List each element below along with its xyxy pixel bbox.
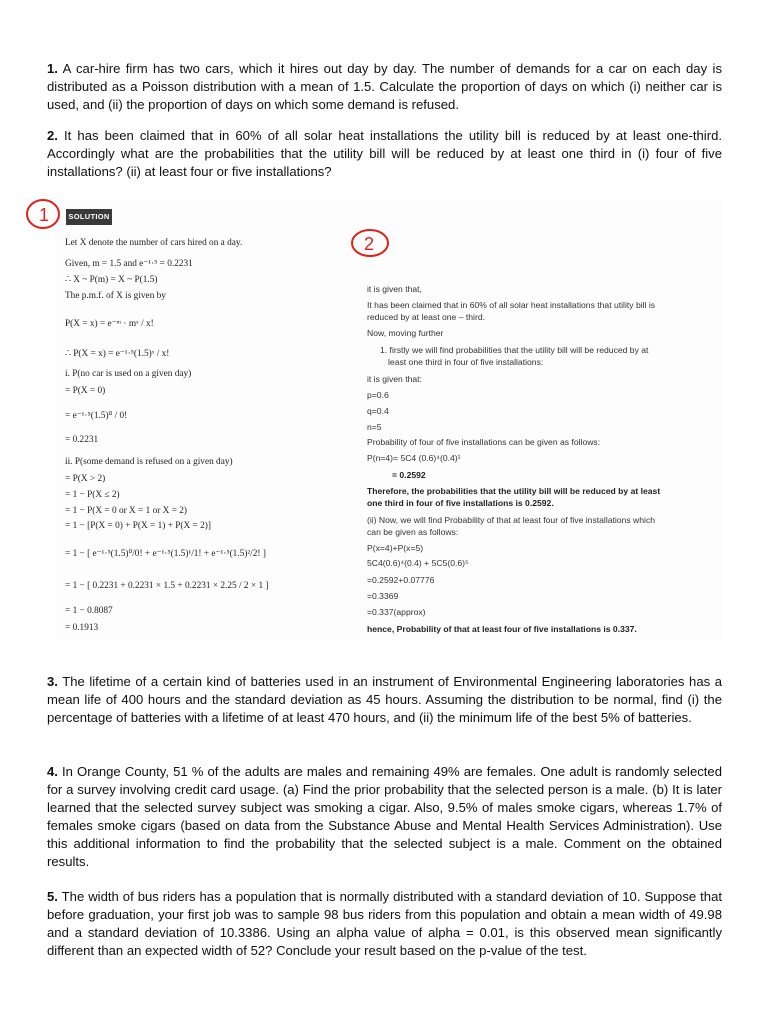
solution-line: i. P(no car is used on a given day) [65,369,192,379]
solution-conclusion: hence, Probability of that at least four of five installations is 0.337. [367,624,637,634]
question-text: In Orange County, 51 % of the adults are males and remaining 49% are females. One adult is randomly selected for a survey involving credit card usage. (a) Find the prior probability that the selected person is a male. (b) It is later learned that the selected survey subject was smoking a cigar. Also, 9.5% of males smoke cigars, whereas 1.7% of females smoke cigars (based on data from the Substance Abuse and Mental Health Services Administration). Use this additional information to find the probability that the selected subject is a male. Comment on the obtained results. [47,764,722,869]
annotation-label-1: 1 [39,205,50,225]
solution-line: p=0.6 [367,390,389,400]
solution-result: = 0.2592 [392,470,426,480]
question-text: A car-hire firm has two cars, which it hires out day by day. The number of demands for a car on each day is distributed as a Poisson distribution with a mean of 1.5. Calculate the proportion of days on which (i) neither car is used, and (ii) the proportion of days on which some demand is refused. [47,61,722,112]
solution-line: = 0.1913 [65,623,99,633]
annotation-circle-2 [348,226,392,262]
question-number: 5. [47,889,58,904]
question-4 [47,763,722,871]
question-number: 4. [47,764,58,779]
solution-line: = 1 − P(X ≤ 2) [65,490,120,500]
solution-line: q=0.4 [367,406,389,416]
solution-line: The p.m.f. of X is given by [65,291,166,301]
solution-line: (ii) Now, we will find Probability of that at least four of five installations which [367,515,656,525]
solution-line: =0.3369 [367,591,399,601]
question-text: The lifetime of a certain kind of batteries used in an instrument of Environmental Engineering laboratories has a mean life of 400 hours and the standard deviation as 45 hours. Assuming the distribution to be normal, find (i) the percentage of batteries with a lifetime of at least 470 hours, and (ii) the minimum life of the best 5% of batteries. [47,674,722,725]
solution-line: Given, m = 1.5 and e⁻¹·⁵ = 0.2231 [65,259,193,269]
solution-line: ∴ X ~ P(m) = X ~ P(1.5) [65,275,158,285]
solution-line: = 1 − 0.8087 [65,606,113,616]
solution-formula: P(X = x) = e⁻ᵐ · mˣ / x! [65,319,154,329]
solution-line: Probability of four of five installations can be given as follows: [367,437,601,447]
solution-line: 1. firstly we will find probabilities that the utility bill will be reduced by at [380,345,649,355]
solution-line: =0.337(approx) [367,607,426,617]
solution-line: P(x=4)+P(x=5) [367,543,424,553]
solution-line: Let X denote the number of cars hired on a day. [65,238,243,248]
solution-line: = 1 − [P(X = 0) + P(X = 1) + P(X = 2)] [65,521,211,531]
annotation-circle-1 [24,197,64,233]
solution-formula: ∴ P(X = x) = e⁻¹·⁵(1.5)ˣ / x! [65,349,170,359]
solution-line: = 1 − P(X = 0 or X = 1 or X = 2) [65,506,188,516]
solution-line: n=5 [367,422,382,432]
solution-line: = P(X > 2) [65,474,106,484]
question-number: 1. [47,61,58,76]
solution-line: = 0.2231 [65,435,99,445]
solution-line: least one third in four of five installations: [388,357,544,367]
question-5 [47,888,722,960]
question-number: 3. [47,674,58,689]
solution-line: it is given that: [367,374,422,384]
solution-badge: SOLUTION [66,209,112,225]
solution-line: =0.2592+0.07776 [367,575,435,585]
solution-line: = P(X = 0) [65,386,106,396]
solution-formula: 5C4(0.6)⁴(0.4) + 5C5(0.6)⁵ [367,558,469,568]
solution-line: it is given that, [367,284,422,294]
question-1 [47,60,722,114]
solution-formula: = 1 − [ 0.2231 + 0.2231 × 1.5 + 0.2231 × 2.25 / 2 × 1 ] [65,581,269,591]
question-text: The width of bus riders has a population that is normally distributed with a standard deviation of 10. Suppose that before graduation, your first job was to sample 98 bus riders from this population and obtain a mean width of 49.98 and a standard deviation of 10.3386. Using an alpha value of alpha = 0.01, is this observed mean significantly different than an expected width of 52? Conclude your result based on the p-value of the test. [47,889,722,958]
solution-line: one third in four of five installations is 0.2592. [367,498,554,508]
question-2 [47,127,722,181]
solution-line: Therefore, the probabilities that the utility bill will be reduced by at least [367,486,661,496]
annotation-label-2: 2 [364,234,375,254]
solution-line: reduced by at least one – third. [367,312,486,322]
solution-line: ii. P(some demand is refused on a given day) [65,457,233,467]
solution-line: can be given as follows: [367,527,459,537]
solution-formula: P(n=4)= 5C4 (0.6)⁴(0.4)¹ [367,453,461,463]
solution-line: It has been claimed that in 60% of all solar heat installations that utility bill is [367,300,656,310]
question-text: It has been claimed that in 60% of all solar heat installations the utility bill is reduced by at least one-third. Accordingly what are the probabilities that the utility bill will be reduced by at least one third in (i) four of five installations? (ii) at least four or five installations? [47,128,722,179]
solution-line: Now, moving further [367,328,444,338]
question-3 [47,673,722,727]
solution-formula: = e⁻¹·⁵(1.5)⁰ / 0! [65,411,128,421]
solution-formula: = 1 − [ e⁻¹·⁵(1.5)⁰/0! + e⁻¹·⁵(1.5)¹/1! + e⁻¹·⁵(1.5)²/2! ] [65,549,266,559]
question-number: 2. [47,128,58,143]
